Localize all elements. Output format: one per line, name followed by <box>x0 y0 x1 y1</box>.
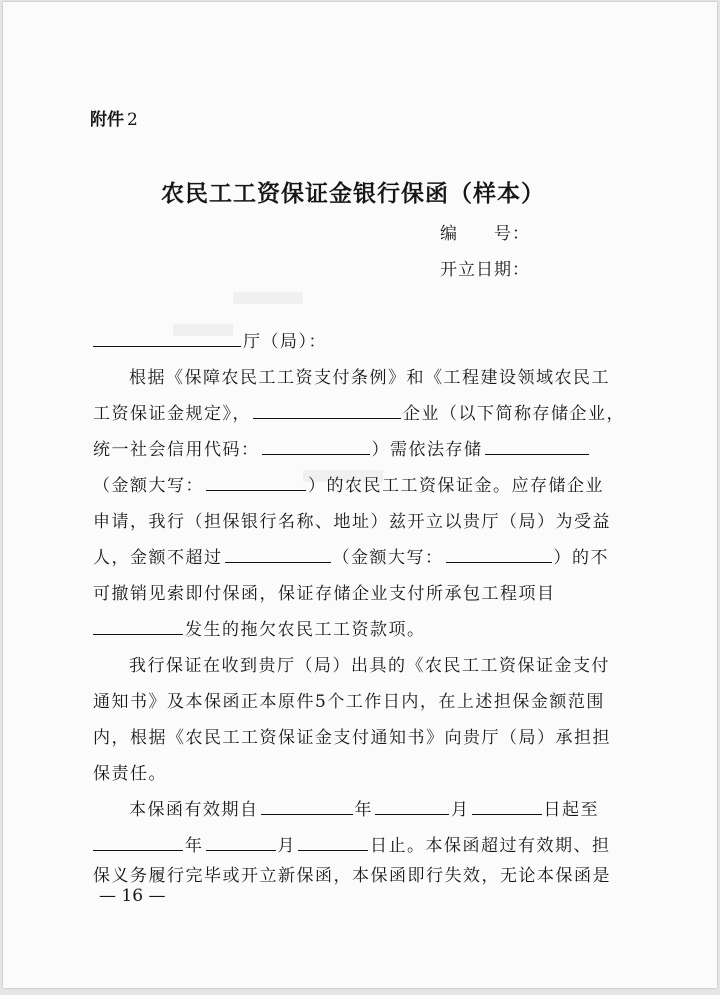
body-line: 保责任。 <box>93 764 167 784</box>
start-day-blank[interactable] <box>472 799 542 815</box>
end-year-blank[interactable] <box>93 835 183 851</box>
amount-blank[interactable] <box>485 439 589 455</box>
amount-in-words-blank[interactable] <box>206 475 306 491</box>
start-month-blank[interactable] <box>375 799 449 815</box>
body-line: 根据《保障农民工工资支付条例》和《工程建设领域农民工 <box>129 368 610 388</box>
bleed-through-mark <box>233 292 303 304</box>
body-line: 可撤销见索即付保函，保证存储企业支付所承包工程项目 <box>93 584 556 604</box>
body-line: （金额大写： ）的农民工工资保证金。应存储企业 <box>93 476 604 496</box>
end-day-blank[interactable] <box>298 835 368 851</box>
body-line: 通知书》及本保函正本原件5个工作日内，在上述担保金额范围 <box>93 692 605 712</box>
project-name-blank[interactable] <box>93 619 183 635</box>
page-number: — 16 — <box>99 886 166 906</box>
body-line: 我行保证在收到贵厅（局）出具的《农民工工资保证金支付 <box>129 656 610 676</box>
attachment-label: 附件 2 <box>90 110 138 130</box>
body-line: 内，根据《农民工工资保证金支付通知书》向贵厅（局）承担担 <box>93 728 611 748</box>
attachment-number: 2 <box>127 110 138 130</box>
issue-date-label: 开立日期： <box>440 260 530 280</box>
body-line: 工资保证金规定》， 企业（以下简称存储企业， <box>93 404 625 424</box>
start-year-blank[interactable] <box>261 799 353 815</box>
body-line: 本保函有效期自 年 月 日起至 <box>129 800 599 820</box>
body-line: 发生的拖欠农民工工资款项。 <box>93 615 623 640</box>
document-page <box>3 2 717 988</box>
serial-number-label: 编 号： <box>440 224 530 244</box>
max-amount-words-blank[interactable] <box>446 547 552 563</box>
body-line: 统一社会信用代码： ）需依法存储 <box>93 435 623 460</box>
addressee-line: 厅（局）： <box>93 327 623 352</box>
document-title: 农民工工资保证金银行保函（样本） <box>161 180 545 207</box>
body-line: 年 月 日止。本保函超过有效期、担 <box>93 831 623 856</box>
body-line: 保义务履行完毕或开立新保函，本保函即行失效，无论本保函是 <box>93 866 611 886</box>
body-line: 申请，我行（担保银行名称、地址）兹开立以贵厅（局）为受益 <box>93 512 611 532</box>
body-line: 人，金额不超过 （金额大写： ）的不 <box>93 548 609 568</box>
end-month-blank[interactable] <box>206 835 276 851</box>
addressee-blank[interactable] <box>93 331 241 347</box>
enterprise-name-blank[interactable] <box>253 403 401 419</box>
max-amount-blank[interactable] <box>225 547 331 563</box>
credit-code-blank[interactable] <box>262 439 370 455</box>
